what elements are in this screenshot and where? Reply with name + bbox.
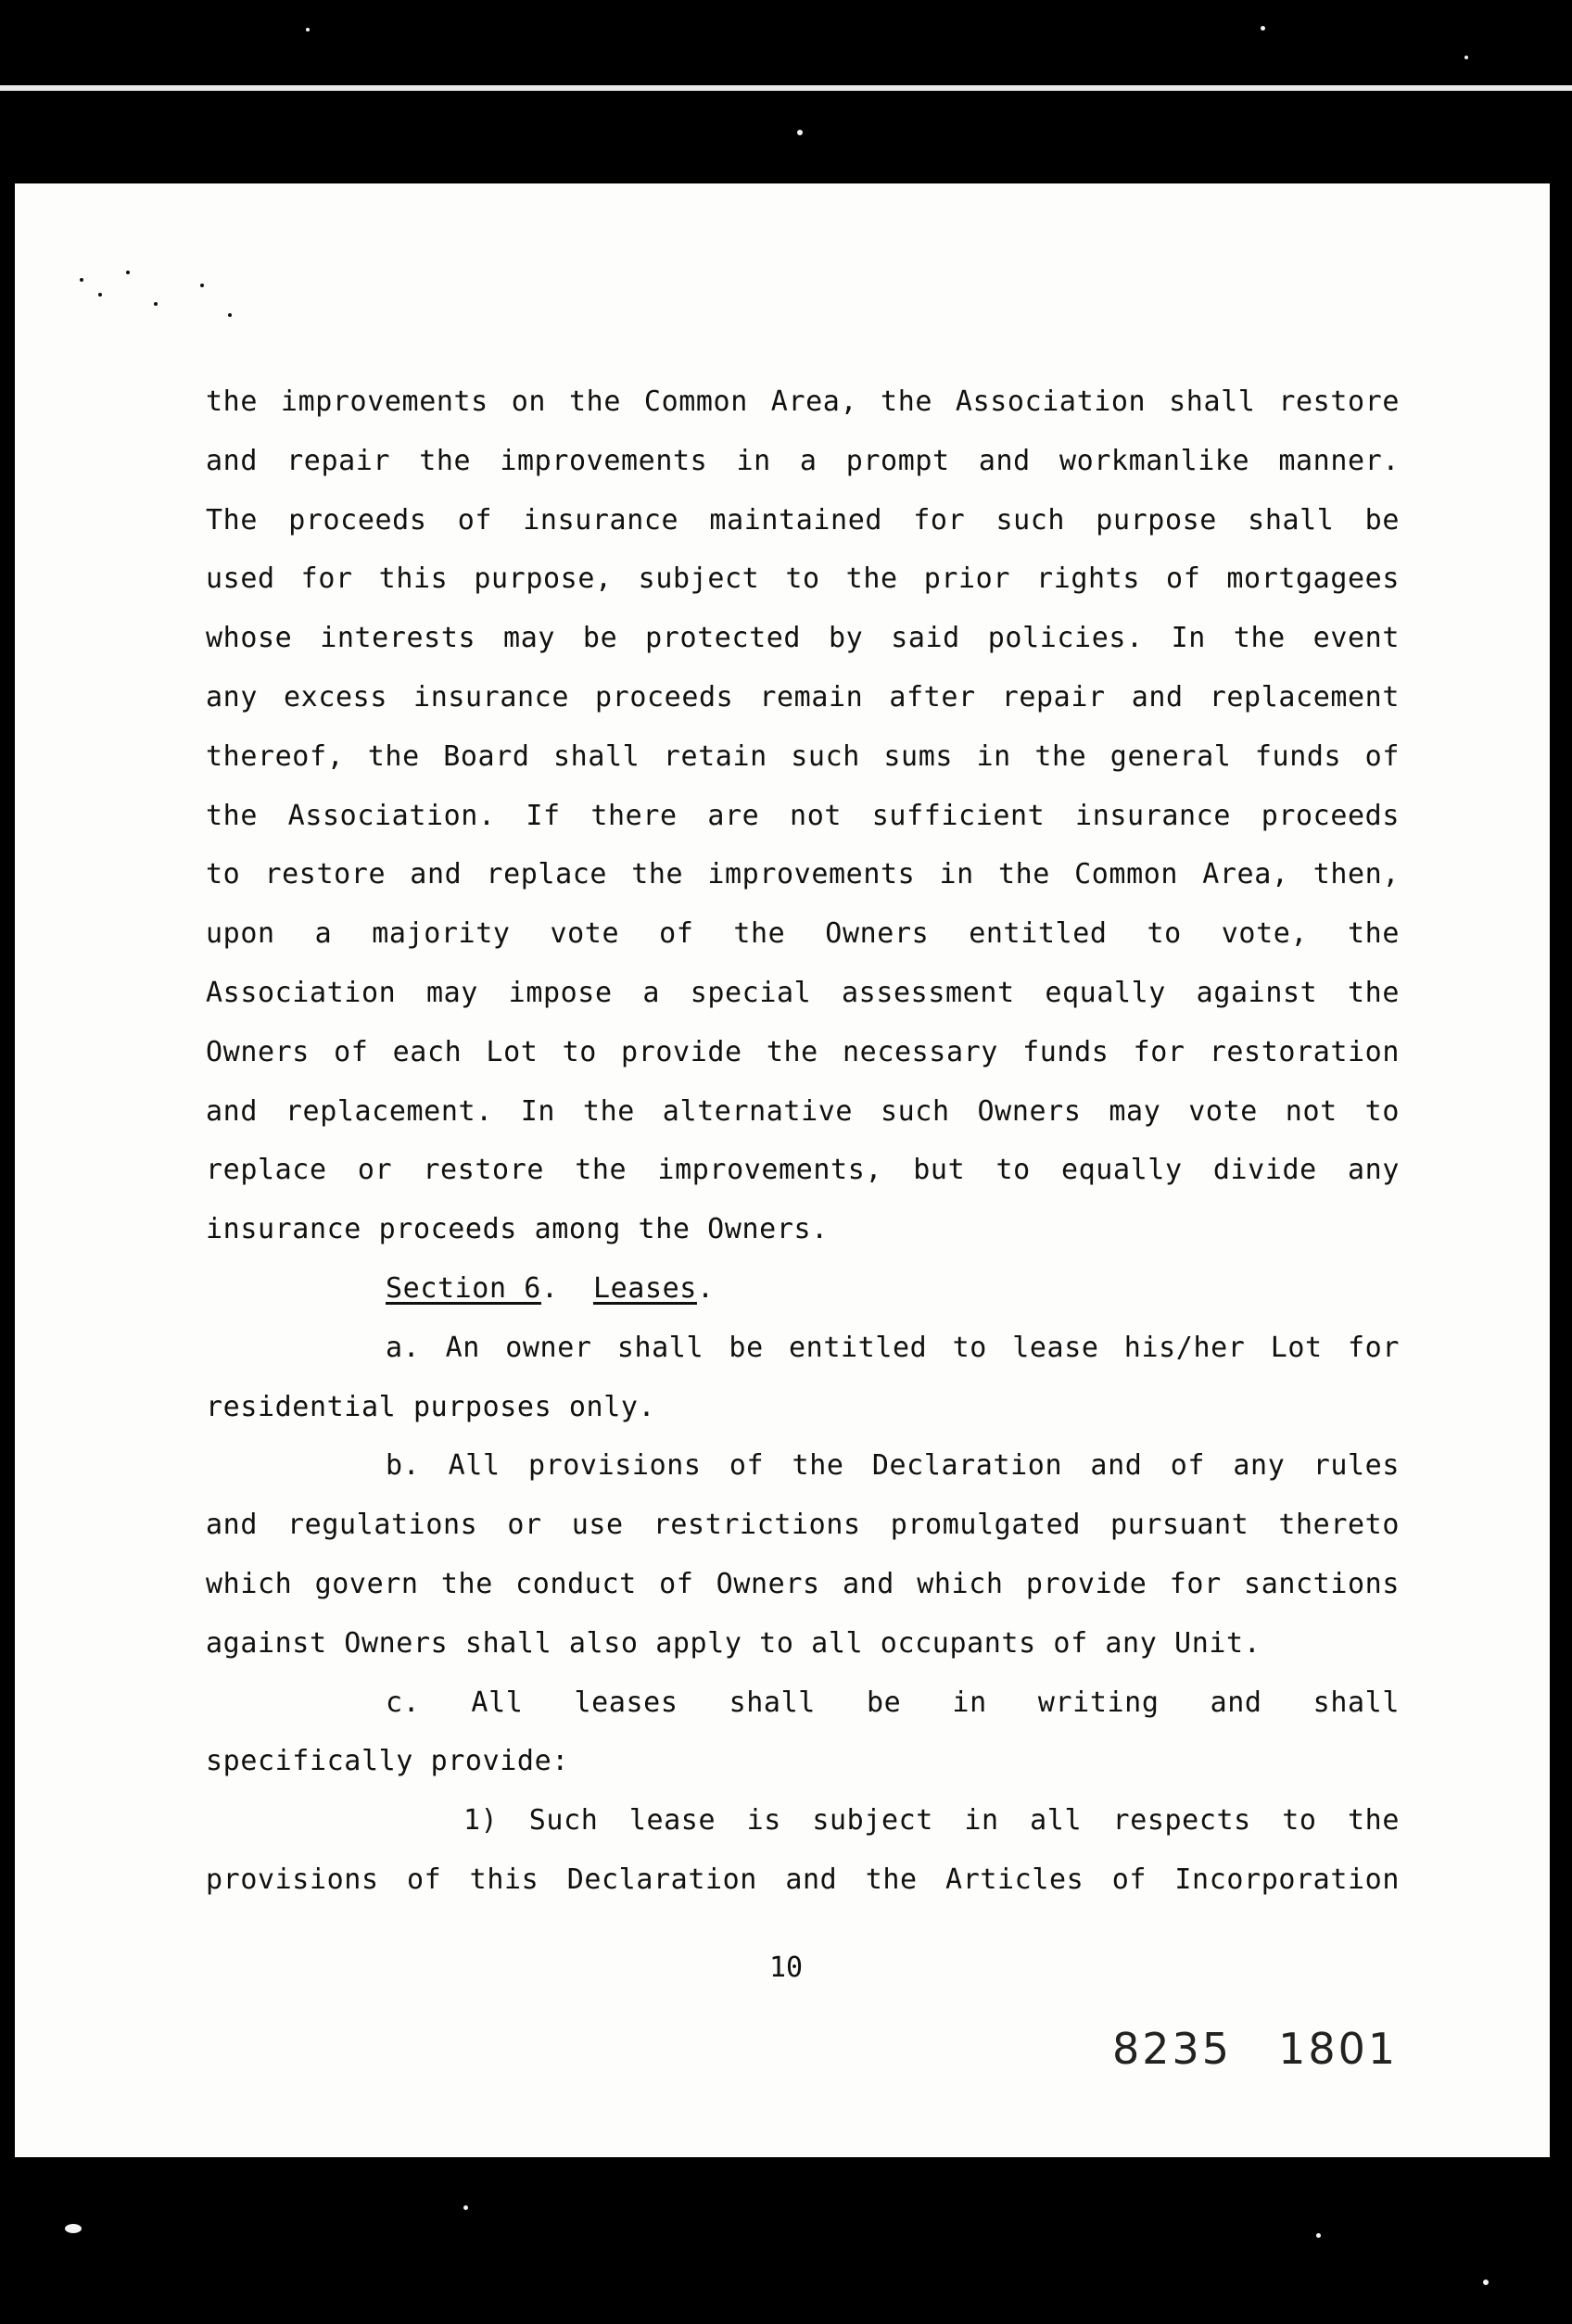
text-line: Owners of each Lot to provide the necessary funds for restoration: [206, 1035, 1400, 1068]
recording-stamp: [1112, 2024, 1398, 2074]
text-line: Association may impose a special assessment equally against the: [206, 976, 1400, 1009]
text-line: specifically provide:: [206, 1745, 569, 1778]
text-line: to restore and replace the improvements in the Common Area, then,: [206, 858, 1400, 891]
text-line: residential purposes only.: [206, 1390, 656, 1423]
text-line: any excess insurance proceeds remain after repair and replacement: [206, 680, 1400, 714]
scan-speck: [1483, 2280, 1489, 2285]
page-speck: [228, 313, 232, 317]
page-speck: [80, 278, 83, 282]
text-line: which govern the conduct of Owners and which provide for sanctions: [206, 1567, 1400, 1600]
text-line: and regulations or use restrictions promulgated pursuant thereto: [206, 1509, 1400, 1542]
document-body: [206, 373, 1400, 1910]
text-line: thereof, the Board shall retain such sums in the general funds of: [206, 739, 1400, 773]
text-line: The proceeds of insurance maintained for such purpose shall be: [206, 503, 1400, 537]
page-number: 10: [768, 1951, 804, 1984]
item-b: [206, 1436, 1400, 1673]
text-line: provisions of this Declaration and the Articles of Incorporation: [206, 1863, 1400, 1896]
page-speck: [98, 293, 102, 297]
item-c: [206, 1674, 1400, 1792]
text-line: insurance proceeds among the Owners.: [206, 1213, 829, 1246]
page-speck: [126, 271, 130, 274]
text-line: the Association. If there are not sufficient insurance proceeds: [206, 799, 1400, 832]
paragraph-insurance-restoration: [206, 373, 1400, 1259]
scan-speck: [1261, 26, 1265, 31]
section-number: Section 6: [386, 1271, 541, 1305]
scan-speck: [1316, 2233, 1321, 2238]
text-line: a. An owner shall be entitled to lease his/her Lot for: [386, 1331, 1400, 1364]
page-speck: [154, 302, 158, 306]
text-line: the improvements on the Common Area, the Association shall restore: [206, 385, 1400, 418]
scan-speck: [463, 2205, 468, 2210]
scan-speck: [306, 28, 310, 32]
item-c1: [206, 1791, 1400, 1910]
item-a: [206, 1319, 1400, 1437]
text-line: c. All leases shall be in writing and shall: [386, 1686, 1400, 1719]
text-line: replace or restore the improvements, but to equally divide any: [206, 1154, 1400, 1187]
text-line: and replacement. In the alternative such Owners may vote not to: [206, 1094, 1400, 1128]
scan-speck: [1464, 56, 1468, 59]
text-line: 1) Such lease is subject in all respects to the: [463, 1804, 1400, 1838]
section-heading: Section 6. Leases.: [386, 1271, 715, 1305]
stamp-page-number: 1801: [1278, 2024, 1399, 2074]
section-title: Leases: [592, 1271, 697, 1305]
text-line: used for this purpose, subject to the prior rights of mortgagees: [206, 562, 1400, 596]
text-line: against Owners shall also apply to all occupants of any Unit.: [206, 1626, 1261, 1660]
stamp-book-number: 8235: [1112, 2024, 1233, 2074]
text-line: whose interests may be protected by said policies. In the event: [206, 622, 1400, 655]
text-line: and repair the improvements in a prompt and workmanlike manner.: [206, 444, 1400, 477]
text-line: upon a majority vote of the Owners entitled to vote, the: [206, 917, 1400, 951]
scan-speck: [797, 130, 803, 135]
text-line: b. All provisions of the Declaration and of any rules: [386, 1449, 1400, 1483]
page-speck: [200, 284, 204, 287]
scan-border-rule: [0, 85, 1572, 91]
scan-speck: [65, 2224, 82, 2233]
